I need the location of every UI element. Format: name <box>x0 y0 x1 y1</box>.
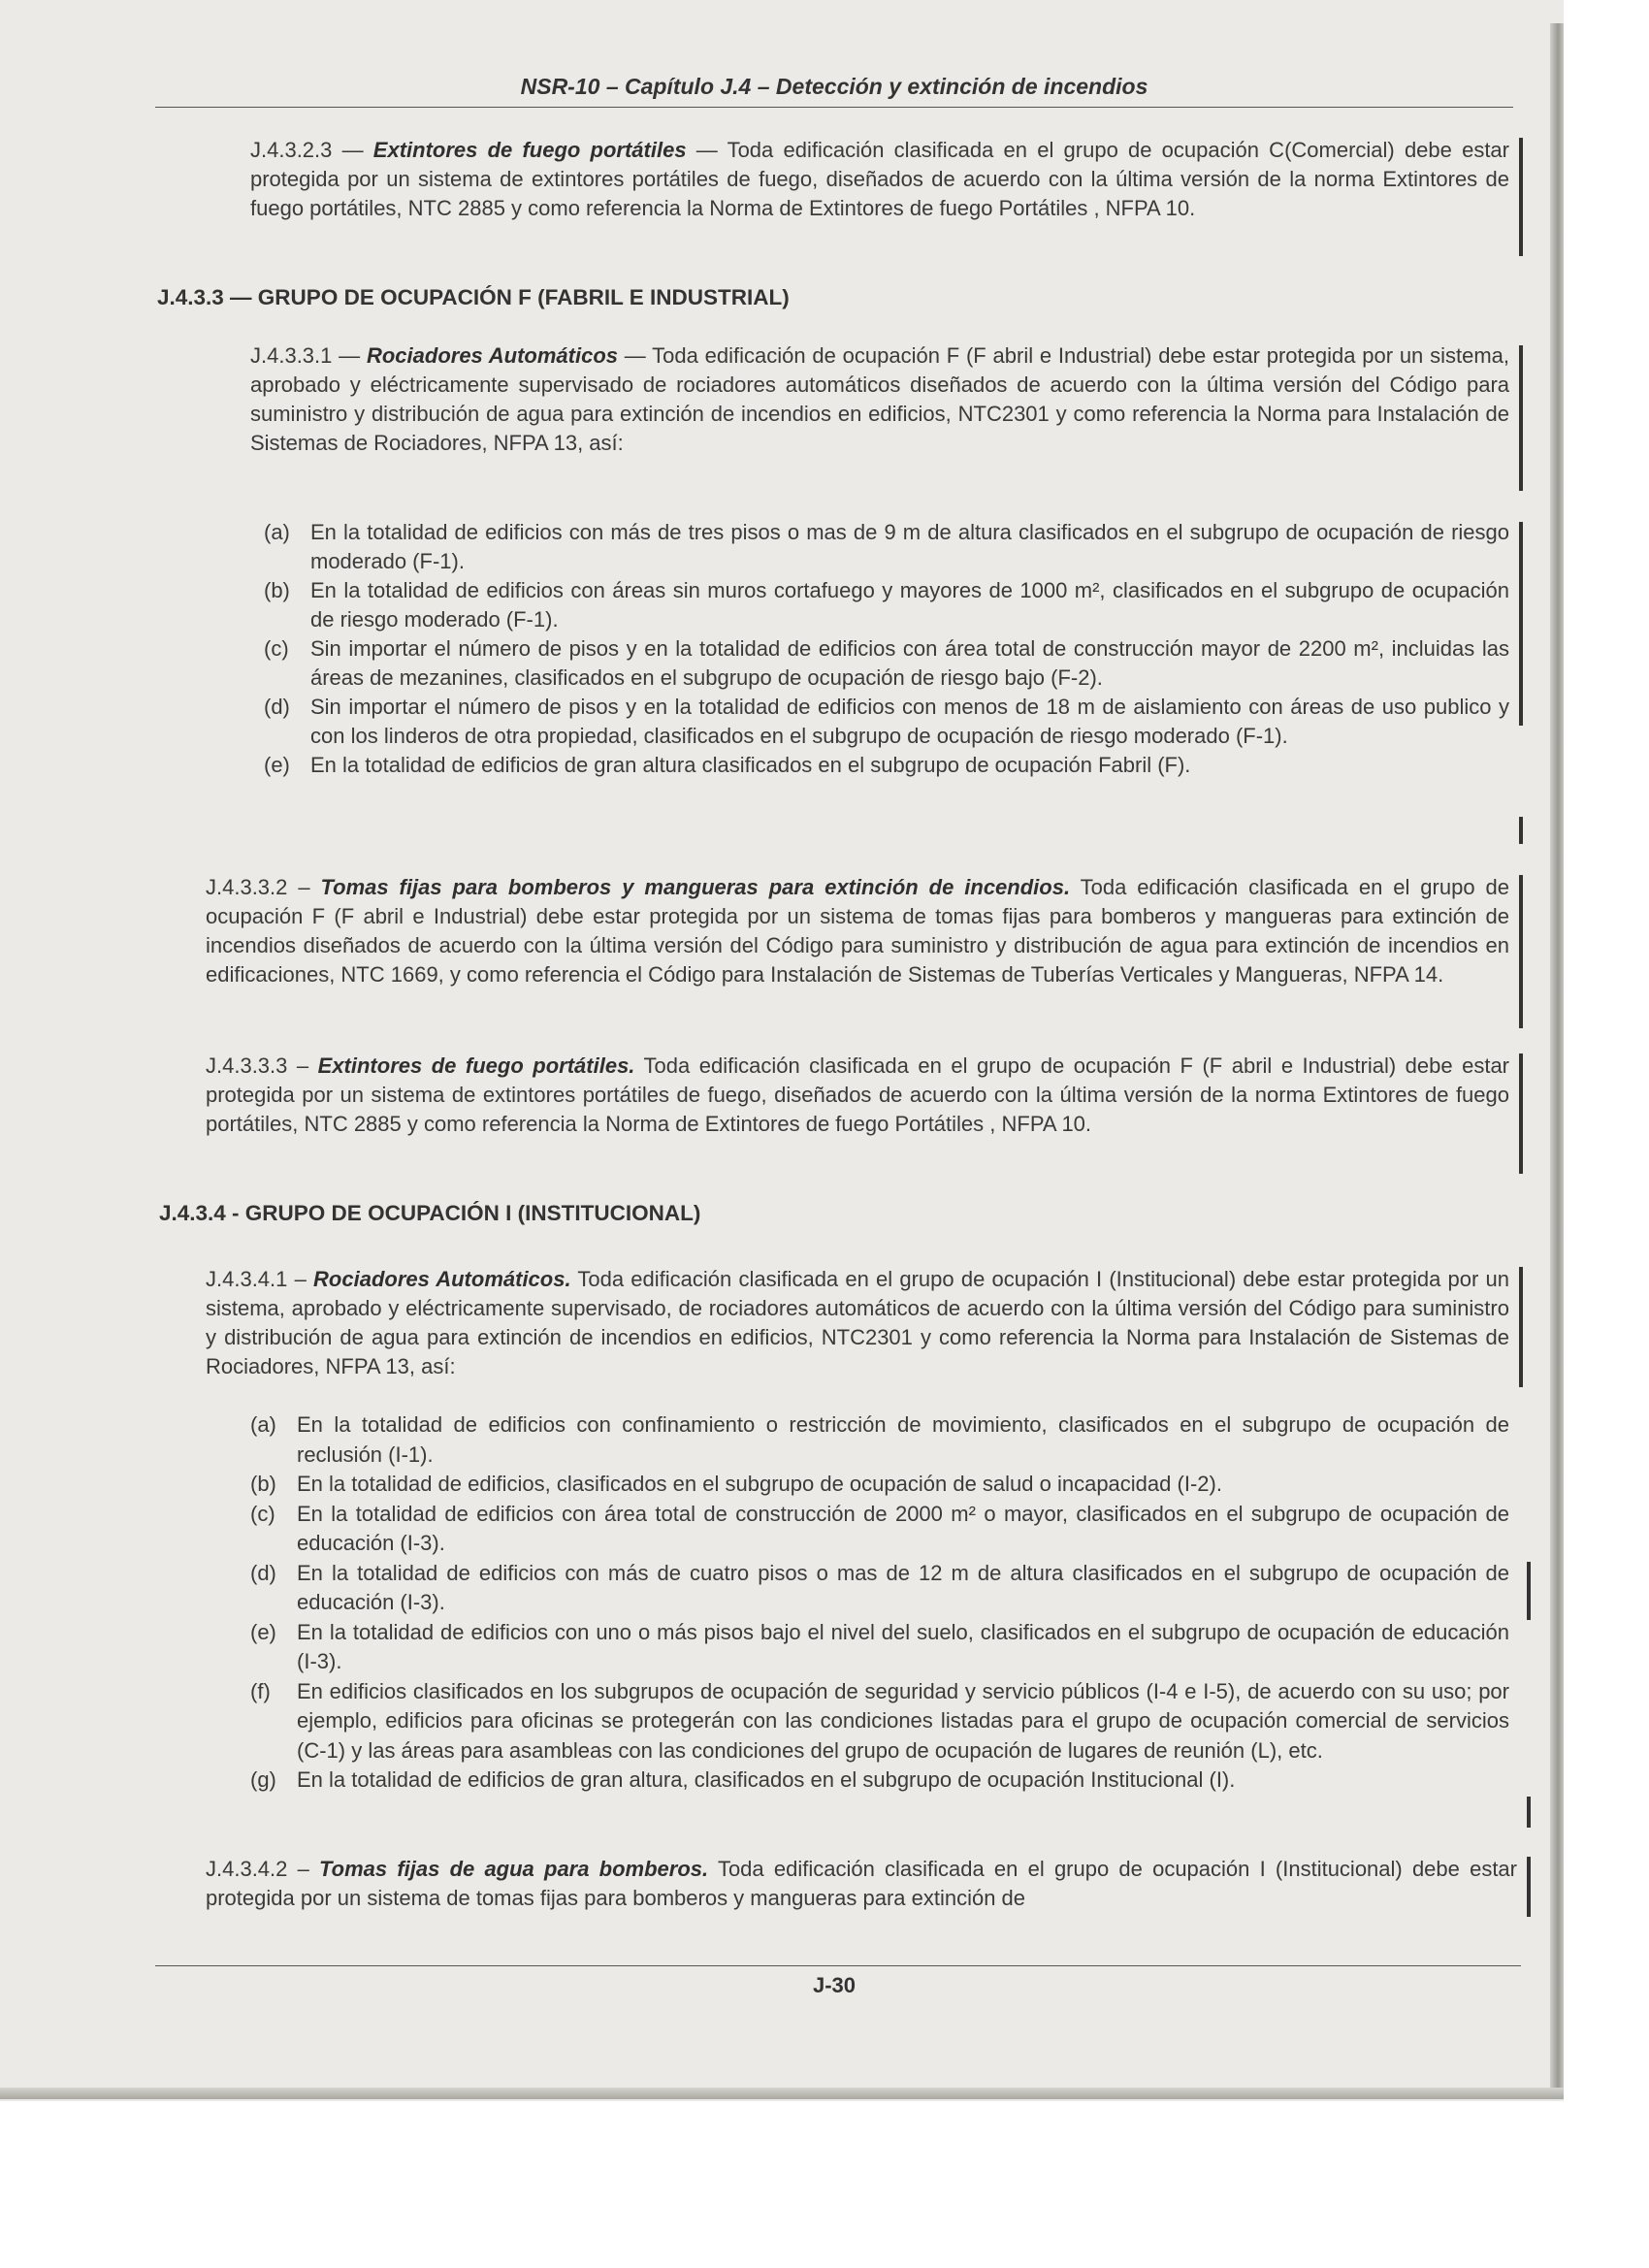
section-body: — Toda edificación de ocupación F (F abril e Industrial) debe estar protegida por un sistema, aprobado y eléctricamente supervisado de rociadores automáticos diseñados de acuerdo con la última versión del Código para suministro y distribución de agua para extinción de incendios en edificios, NTC2301 y como referencia la Norma para Instalación de Sistemas de Rociadores, NFPA 13, así: <box>250 343 1509 455</box>
section-j4332 <box>206 873 1509 989</box>
section-number: J.4.3.4.1 – <box>206 1267 314 1291</box>
revision-bar <box>1527 1562 1531 1620</box>
list-item <box>264 576 1509 634</box>
section-j4323 <box>250 136 1509 223</box>
list-item <box>250 1559 1509 1618</box>
list-item <box>264 518 1509 576</box>
header-rule <box>155 107 1513 108</box>
list-marker: (c) <box>264 636 289 661</box>
list-item <box>250 1766 1509 1796</box>
section-number: J.4.3.4.2 – <box>206 1857 320 1881</box>
list-item <box>250 1677 1509 1766</box>
section-number: J.4.3.3.3 – <box>206 1053 318 1078</box>
heading-group-i: J.4.3.4 - GRUPO DE OCUPACIÓN I (INSTITUCIONAL) <box>159 1201 701 1225</box>
list-item <box>250 1500 1509 1559</box>
section-body: — Toda edificación clasificada en el grupo de ocupación C(Comercial) debe estar protegida por un sistema de extintores portátiles de fuego, diseñados de acuerdo con la última versión de la norma Extintores de fuego portátiles, NTC 2885 y como referencia la Norma de Extintores de fuego Portátiles , NFPA 10. <box>250 138 1509 220</box>
revision-bar <box>1527 1857 1531 1917</box>
list-text: En la totalidad de edificios con uno o más pisos bajo el nivel del suelo, clasificados en el subgrupo de ocupación de educación (I-3). <box>297 1619 1509 1673</box>
revision-bar <box>1519 817 1523 844</box>
list-text: En la totalidad de edificios con área total de construcción de 2000 m² o mayor, clasificados en el subgrupo de ocupación de educación (I-3). <box>297 1501 1509 1555</box>
list-marker: (d) <box>250 1560 276 1585</box>
list-text: Sin importar el número de pisos y en la totalidad de edificios con área total de construcción mayor de 2200 m², incluidas las áreas de mezanines, clasificados en el subgrupo de ocupación de riesgo bajo (F-2). <box>310 636 1509 690</box>
list-text: En la totalidad de edificios de gran altura clasificados en el subgrupo de ocupación Fabril (F). <box>310 753 1191 777</box>
list-item <box>264 751 1509 780</box>
list-text: En edificios clasificados en los subgrupos de ocupación de seguridad y servicio públicos (I-4 e I-5), de acuerdo con su uso; por ejemplo, edificios para oficinas se protegerán con las condiciones listadas para el grupo de ocupación comercial de servicios (C-1) y las áreas para asambleas con las condiciones del grupo de ocupación de lugares de reunión (L), etc. <box>297 1678 1509 1763</box>
section-body: Toda edificación clasificada en el grupo de ocupación F (F abril e Industrial) debe estar protegida por un sistema de tomas fijas para bomberos y mangueras para extinción de incendios diseñados de acuerdo con la última versión del Código para suministro y distribución de agua para extinción de incendios en edificaciones, NTC 1669, y como referencia el Código para Instalación de Sistemas de Tuberías Verticales y Mangueras, NFPA 14. <box>206 875 1509 987</box>
revision-bar <box>1519 138 1523 256</box>
revision-bar <box>1519 345 1523 491</box>
section-paragraph <box>250 136 1509 223</box>
section-paragraph <box>206 1265 1509 1381</box>
revision-bar <box>1519 1267 1523 1387</box>
list-item <box>250 1618 1509 1677</box>
section-paragraph <box>250 341 1509 458</box>
page-edge-shadow <box>1550 23 1564 2099</box>
section-body: Toda edificación clasificada en el grupo de ocupación I (Institucional) debe estar protegida por un sistema, aprobado y eléctricamente supervisado, de rociadores automáticos de acuerdo con la última versión del Código para suministro y distribución de agua para extinción de incendios en edificios, NTC2301 y como referencia la Norma para Instalación de Sistemas de Rociadores, NFPA 13, así: <box>206 1267 1510 1378</box>
section-title: Extintores de fuego portátiles <box>372 138 687 162</box>
section-title: Extintores de fuego portátiles. <box>317 1053 635 1078</box>
section-paragraph <box>206 1052 1509 1139</box>
heading-group-f: J.4.3.3 — GRUPO DE OCUPACIÓN F (FABRIL E INDUSTRIAL) <box>157 285 790 309</box>
list-text: Sin importar el número de pisos y en la totalidad de edificios con menos de 18 m de aislamiento con áreas de uso publico y con los linderos de otra propiedad, clasificados en el subgrupo de ocupación de riesgo moderado (F-1). <box>310 695 1509 748</box>
section-j4341 <box>206 1265 1509 1381</box>
list-marker: (b) <box>264 578 290 602</box>
section-title: Tomas fijas de agua para bomberos. <box>319 1857 709 1881</box>
revision-bar <box>1519 875 1523 1028</box>
page-bottom-edge <box>0 2088 1564 2099</box>
list-group-i <box>250 1410 1509 1796</box>
section-j4342 <box>206 1855 1517 1913</box>
list-item <box>264 634 1509 693</box>
list-marker: (a) <box>264 520 290 544</box>
list-text: En la totalidad de edificios con más de tres pisos o mas de 9 m de altura clasificados en el subgrupo de ocupación de riesgo moderado (F-1). <box>310 520 1509 573</box>
section-number: J.4.3.2.3 — <box>250 138 373 162</box>
list-marker: (a) <box>250 1412 276 1437</box>
section-number: J.4.3.3.1 — <box>250 343 367 368</box>
list-marker: (e) <box>250 1619 276 1644</box>
section-title: Rociadores Automáticos <box>366 343 618 368</box>
list-marker: (d) <box>264 695 290 719</box>
list-text: En la totalidad de edificios, clasificados en el subgrupo de ocupación de salud o incapacidad (I-2). <box>297 1472 1222 1496</box>
revision-bar <box>1519 522 1523 726</box>
running-header: NSR-10 – Capítulo J.4 – Detección y extinción de incendios <box>520 74 1148 99</box>
section-j4333 <box>206 1052 1509 1139</box>
section-title: Tomas fijas para bomberos y mangueras para extinción de incendios. <box>320 875 1071 899</box>
list-text: En la totalidad de edificios con más de cuatro pisos o mas de 12 m de altura clasificados en el subgrupo de ocupación de educación (I-3). <box>297 1560 1509 1614</box>
section-paragraph <box>206 1855 1517 1913</box>
list-marker: (b) <box>250 1472 276 1496</box>
revision-bar <box>1519 1053 1523 1174</box>
list-group-f <box>264 518 1509 780</box>
list-item <box>264 693 1509 751</box>
list-text: En la totalidad de edificios con áreas sin muros cortafuego y mayores de 1000 m², clasificados en el subgrupo de ocupación de riesgo moderado (F-1). <box>310 578 1509 632</box>
list-marker: (g) <box>250 1767 276 1792</box>
footer-rule <box>155 1965 1521 1966</box>
list-marker: (e) <box>264 753 290 777</box>
list-marker: (c) <box>250 1501 275 1526</box>
list-text: En la totalidad de edificios con confinamiento o restricción de movimiento, clasificados en el subgrupo de ocupación de reclusión (I-1). <box>297 1412 1509 1467</box>
section-paragraph <box>206 873 1509 989</box>
list-item <box>250 1470 1509 1500</box>
section-title: Rociadores Automáticos. <box>313 1267 571 1291</box>
section-number: J.4.3.3.2 – <box>206 875 321 899</box>
list-text: En la totalidad de edificios de gran altura, clasificados en el subgrupo de ocupación Institucional (I). <box>297 1767 1236 1792</box>
section-j4331 <box>250 341 1509 458</box>
list-item <box>250 1410 1509 1470</box>
page-number: J-30 <box>812 1973 857 1997</box>
section-body: Toda edificación clasificada en el grupo de ocupación I (Institucional) debe estar protegida por un sistema de tomas fijas para bomberos y mangueras para extinción de <box>206 1857 1517 1910</box>
revision-bar <box>1527 1797 1531 1828</box>
list-marker: (f) <box>250 1678 271 1703</box>
section-body: Toda edificación clasificada en el grupo de ocupación F (F abril e Industrial) debe estar protegida por un sistema de extintores portátiles de fuego, diseñados de acuerdo con la última versión de la norma Extintores de fuego portátiles, NTC 2885 y como referencia la Norma de Extintores de fuego Portátiles , NFPA 10. <box>206 1053 1510 1136</box>
